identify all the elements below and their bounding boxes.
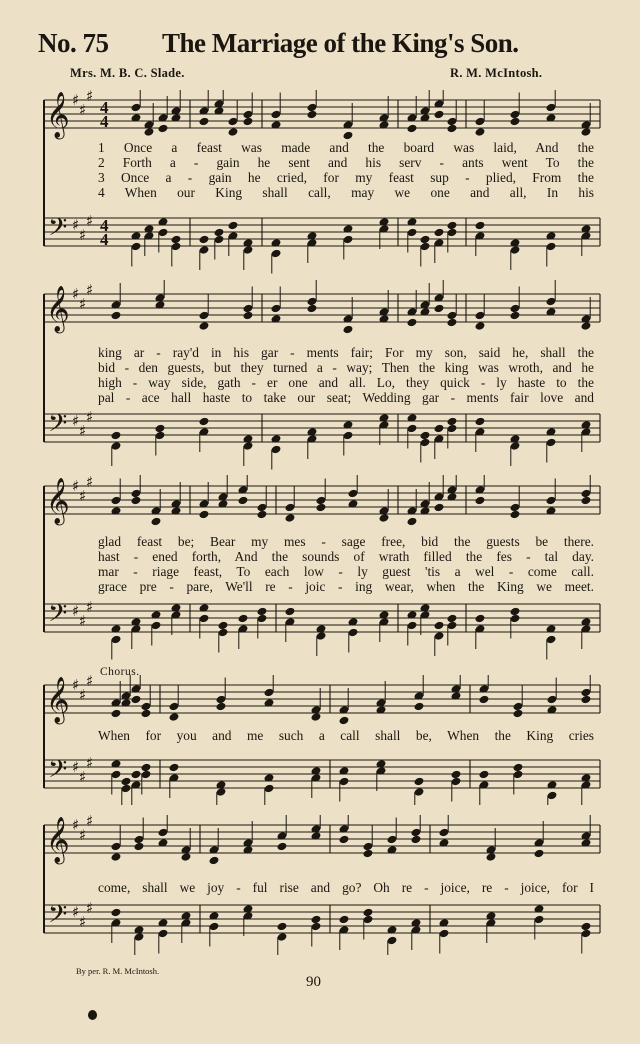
note-head [434, 228, 445, 238]
sharp-icon: ♯ [79, 686, 87, 704]
note-head [151, 517, 162, 527]
lyric-line: 4 When our King shall call, may we one and all, In his [98, 185, 594, 200]
sharp-icon: ♯ [86, 90, 94, 105]
note-head [447, 221, 458, 231]
sharp-icon: ♯ [86, 475, 94, 491]
note-head [475, 496, 486, 506]
note-head [216, 702, 227, 712]
bass-clef-icon: 𝄢 [48, 599, 68, 634]
note-head [447, 614, 458, 624]
treble-clef-icon: 𝄞 [46, 286, 70, 332]
permission-credit: By per. R. M. McIntosh. [76, 966, 160, 976]
note-head [581, 127, 592, 137]
sharp-icon: ♯ [86, 212, 94, 230]
note-head [479, 695, 490, 705]
note-head [475, 127, 486, 137]
note-head [475, 321, 486, 331]
sharp-icon: ♯ [72, 816, 80, 834]
lyric-line: bid - den guests, but they turned a - way; Then the king was wroth, and he [98, 360, 594, 375]
composer-credit: R. M. McIntosh. [450, 66, 543, 80]
note-head [243, 311, 254, 321]
note-head [434, 503, 445, 513]
lyric-line: pal - ace hall haste to take our seat; Wedding gar - ments fair love and [98, 390, 594, 405]
sharp-icon: ♯ [86, 408, 94, 426]
note-head [111, 709, 122, 719]
hymn-header [38, 28, 598, 68]
sharp-icon: ♯ [79, 295, 87, 313]
note-head [169, 763, 180, 773]
note-head [111, 852, 122, 862]
sharp-icon: ♯ [86, 281, 94, 299]
note-head [447, 417, 458, 427]
note-head [479, 770, 490, 780]
note-head [134, 842, 145, 852]
note-head [257, 607, 268, 617]
lyric-line: glad feast be; Bear my mes - sage free, bid the guests be there. [98, 534, 594, 549]
note-head [581, 695, 592, 705]
note-head [407, 124, 418, 134]
page-number: 90 [306, 974, 321, 990]
sharp-icon: ♯ [86, 815, 94, 830]
note-head [434, 621, 445, 631]
note-head [199, 235, 210, 245]
sharp-icon: ♯ [72, 412, 80, 430]
note-head [199, 417, 210, 427]
note-head [513, 709, 524, 719]
lyric-line: grace pre - pare, We'll re - joic - ing wear, when the King we meet. [98, 579, 594, 594]
note-head [311, 712, 322, 722]
note-head [363, 908, 374, 918]
time-signature: 4 [100, 98, 109, 117]
note-head [131, 770, 142, 780]
note-head [420, 235, 431, 245]
note-head [121, 777, 132, 787]
treble-clef-icon: 𝄞 [46, 817, 70, 863]
lyric-line: high - way side, gath - er one and all. Lo, they quick - ly haste to the [98, 375, 594, 390]
lyric-line: come, shall we joy - ful rise and go? Oh re - joice, re - joice, for I [98, 880, 594, 895]
hymn-number: No. 75 [38, 28, 109, 58]
sharp-icon: ♯ [79, 487, 87, 505]
note-head [171, 235, 182, 245]
note-head [510, 117, 521, 127]
sharp-icon: ♯ [79, 226, 87, 244]
note-head [420, 431, 431, 441]
note-head [434, 110, 445, 120]
note-head [277, 842, 288, 852]
note-head [339, 835, 350, 845]
note-head [228, 221, 239, 231]
note-head [486, 852, 497, 862]
sharp-icon: ♯ [72, 216, 80, 234]
note-head [434, 304, 445, 314]
lyric-line: mar - riage feast, To each low - ly guest 'tis a wel - come call. [98, 564, 594, 579]
sharp-icon: ♯ [79, 422, 87, 440]
note-head [111, 311, 122, 321]
note-head [238, 496, 249, 506]
time-signature: 4 [100, 216, 109, 235]
note-head [141, 763, 152, 773]
sharp-icon: ♯ [72, 758, 80, 776]
note-head [285, 607, 296, 617]
sharp-icon: ♯ [72, 91, 80, 109]
lyric-line: 2 Forth a - gain he sent and his serv - ants went To the [98, 155, 594, 170]
note-head [411, 835, 422, 845]
sharp-icon: ♯ [79, 913, 87, 931]
note-head [414, 702, 425, 712]
sharp-icon: ♯ [72, 477, 80, 495]
note-head [131, 695, 142, 705]
note-head [238, 614, 249, 624]
sharp-icon: ♯ [79, 612, 87, 630]
note-head [407, 517, 418, 527]
note-head [510, 311, 521, 321]
lyric-line: 1 Once a feast was made and the board was laid, And the [98, 140, 594, 155]
note-head [141, 709, 152, 719]
sharp-icon: ♯ [86, 675, 94, 690]
lyricist-credit: Mrs. M. B. C. Slade. [70, 66, 185, 80]
treble-clef-icon: 𝄞 [46, 92, 70, 138]
note-head [475, 614, 486, 624]
note-head [447, 124, 458, 134]
note-head [199, 321, 210, 331]
sharp-icon: ♯ [86, 598, 94, 616]
note-head [510, 607, 521, 617]
sharp-icon: ♯ [79, 101, 87, 119]
sharp-icon: ♯ [79, 768, 87, 786]
time-signature: 4 [100, 112, 109, 131]
note-head [144, 127, 155, 137]
note-head [510, 510, 521, 520]
note-head [311, 915, 322, 925]
note-head [414, 777, 425, 787]
note-head [111, 908, 122, 918]
hymn-title: The Marriage of the King's Son. [162, 28, 519, 58]
bass-clef-icon: 𝄢 [48, 755, 68, 790]
note-head [339, 915, 350, 925]
note-head [343, 325, 354, 335]
note-head [407, 318, 418, 328]
note-head [581, 496, 592, 506]
treble-clef-icon: 𝄞 [46, 677, 70, 723]
bass-clef-icon: 𝄢 [48, 900, 68, 935]
note-head [316, 503, 327, 513]
note-head [447, 318, 458, 328]
note-head [228, 127, 239, 137]
note-head [169, 712, 180, 722]
note-head [111, 431, 122, 441]
lyric-line: hast - ened forth, And the sounds of wrath filled the fes - tal day. [98, 549, 594, 564]
note-head [209, 856, 220, 866]
note-head [534, 849, 545, 859]
bass-clef-icon: 𝄢 [48, 213, 68, 248]
lyric-line: king ar - ray'd in his gar - ments fair; For my son, said he, shall the [98, 345, 594, 360]
lyric-line: 3 Once a - gain he cried, for my feast sup - plied, From the [98, 170, 594, 185]
note-head [363, 849, 374, 859]
note-head [513, 763, 524, 773]
sharp-icon: ♯ [72, 676, 80, 694]
bass-clef-icon: 𝄢 [48, 409, 68, 444]
lyric-line: When for you and me such a call shall be, When the King cries [98, 728, 594, 743]
note-head [581, 922, 592, 932]
sharp-icon: ♯ [72, 602, 80, 620]
note-head [285, 513, 296, 523]
note-head [307, 110, 318, 120]
note-head [218, 621, 229, 631]
note-head [181, 852, 192, 862]
time-signature: 4 [100, 230, 109, 249]
note-head [379, 513, 390, 523]
sharp-icon: ♯ [86, 899, 94, 917]
chorus-label: Chorus. [100, 666, 140, 678]
note-head [131, 496, 142, 506]
note-head [434, 424, 445, 434]
note-head [451, 770, 462, 780]
note-head [199, 510, 210, 520]
note-head [339, 716, 350, 726]
note-head [307, 304, 318, 314]
note-head [343, 131, 354, 141]
sharp-icon: ♯ [79, 826, 87, 844]
sharp-icon: ♯ [86, 754, 94, 772]
note-head [475, 417, 486, 427]
note-head [199, 117, 210, 127]
ink-blot [88, 1010, 97, 1020]
note-head [257, 510, 268, 520]
note-head [581, 321, 592, 331]
note-head [155, 424, 166, 434]
sharp-icon: ♯ [72, 903, 80, 921]
note-head [475, 221, 486, 231]
treble-clef-icon: 𝄞 [46, 478, 70, 524]
note-head [158, 124, 169, 134]
note-head [214, 228, 225, 238]
sharp-icon: ♯ [72, 285, 80, 303]
note-head [277, 922, 288, 932]
note-head [243, 117, 254, 127]
